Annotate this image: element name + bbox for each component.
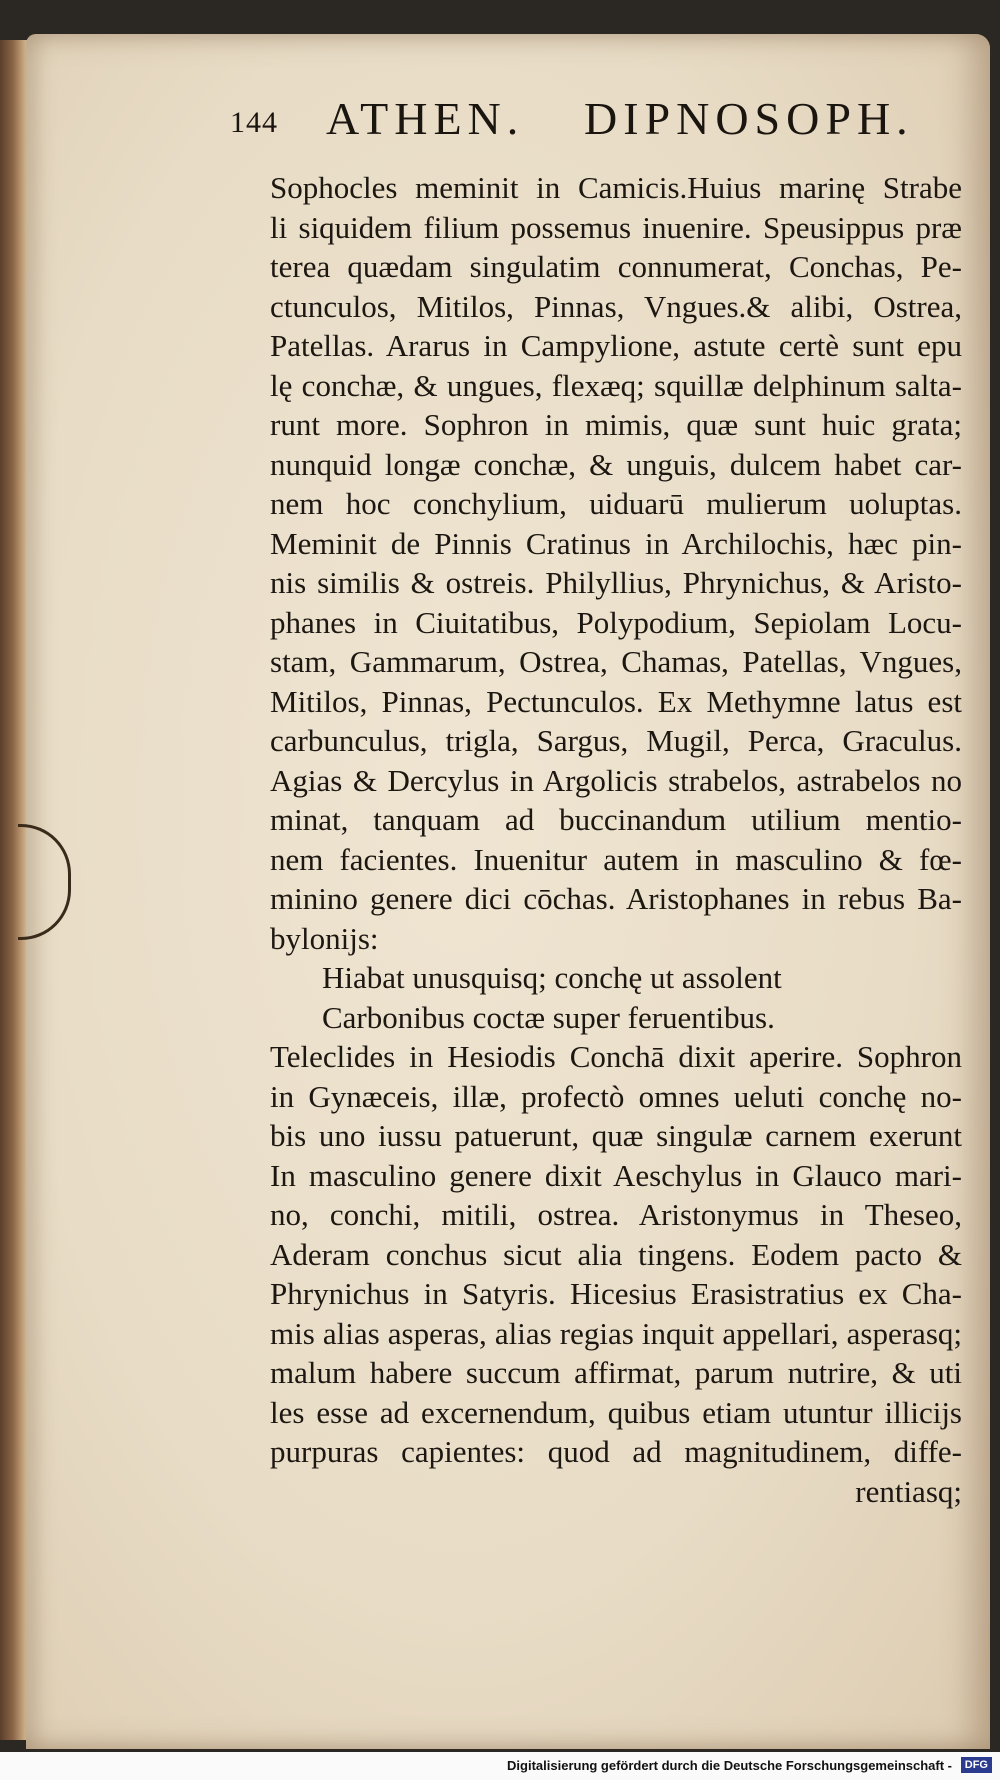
text-line: Teleclides in Hesiodis Conchā dixit aperire. Sophron — [270, 1039, 962, 1074]
text-line: ctunculos, Mitilos, Pinnas, Vngues.& alibi, Ostrea, — [270, 288, 962, 324]
text-line: bylonijs: — [270, 920, 379, 956]
text-line: mis alias asperas, alias regias inquit appellari, asperasq; — [270, 1315, 962, 1351]
text-line: minat, tanquam ad buccinandum utilium mentio- — [270, 802, 962, 837]
page-number: 144 — [230, 106, 278, 139]
digitization-footer — [0, 1752, 1000, 1780]
header-title-left: ATHEN. — [326, 93, 525, 144]
verse-line: Hiabat unusquisq; conchę ut assolent — [322, 960, 782, 995]
text-line: Aderam conchus sicut alia tingens. Eodem pacto & — [270, 1236, 962, 1272]
catchword: rentiasq; — [855, 1473, 962, 1509]
text-line: Patellas. Ararus in Campylione, astute certè sunt epu — [270, 328, 962, 363]
text-line: Phrynichus in Satyris. Hicesius Erasistratius ex Cha- — [270, 1276, 962, 1311]
text-line: minino genere dici cōchas. Aristophanes in rebus Ba- — [270, 881, 962, 916]
text-line: les esse ad excernendum, quibus etiam utuntur illicijs — [270, 1394, 962, 1430]
text-line: nem facientes. Inuenitur autem in masculino & fœ- — [270, 841, 962, 877]
text-line: nis similis & ostreis. Philyllius, Phrynichus, & Aristo- — [270, 565, 962, 600]
text-line: nunquid longæ conchæ, & unguis, dulcem habet car- — [270, 446, 962, 482]
text-line: Sophocles meminit in Camicis.Huius marinę Strabe — [270, 170, 962, 205]
body-text — [270, 168, 962, 1511]
text-line: bis uno iussu patuerunt, quæ singulæ carnem exerunt — [270, 1118, 962, 1153]
text-line: Agias & Dercylus in Argolicis strabelos, astrabelos no — [270, 762, 962, 798]
text-line: stam, Gammarum, Ostrea, Chamas, Patellas, Vngues, — [270, 644, 962, 679]
running-header — [230, 84, 920, 154]
text-line: In masculino genere dixit Aeschylus in Glauco mari- — [270, 1157, 962, 1193]
text-line: nem hoc conchylium, uiduarū mulierum uoluptas. — [270, 486, 962, 521]
verse-line: Carbonibus coctæ super feruentibus. — [322, 999, 775, 1035]
text-line: Meminit de Pinnis Cratinus in Archilochis, hæc pin- — [270, 525, 962, 561]
text-line: purpuras capientes: quod ad magnitudinem, diffe- — [270, 1434, 962, 1469]
dfg-logo: DFG — [961, 1757, 992, 1773]
text-line: no, conchi, mitili, ostrea. Aristonymus in Theseo, — [270, 1197, 962, 1232]
text-line: Mitilos, Pinnas, Pectunculos. Ex Methymne latus est — [270, 683, 962, 719]
funding-credit: Digitalisierung gefördert durch die Deutsche Forschungsgemeinschaft - — [507, 1758, 952, 1773]
text-line: terea quædam singulatim connumerat, Conchas, Pe- — [270, 249, 962, 284]
text-line: lę conchæ, & ungues, flexæq; squillæ delphinum salta- — [270, 367, 962, 403]
header-title-right: DIPNOSOPH. — [584, 93, 914, 144]
text-line: malum habere succum affirmat, parum nutrire, & uti — [270, 1355, 962, 1390]
text-line: phanes in Ciuitatibus, Polypodium, Sepiolam Locu- — [270, 604, 962, 640]
text-line: li siquidem filium possemus inuenire. Speusippus præ — [270, 209, 962, 245]
text-line: runt more. Sophron in mimis, quæ sunt huic grata; — [270, 407, 962, 442]
page-clasp — [18, 824, 71, 940]
text-line: carbunculus, trigla, Sargus, Mugil, Perca, Graculus. — [270, 723, 962, 758]
text-line: in Gynæceis, illæ, profectò omnes ueluti conchę no- — [270, 1078, 962, 1114]
